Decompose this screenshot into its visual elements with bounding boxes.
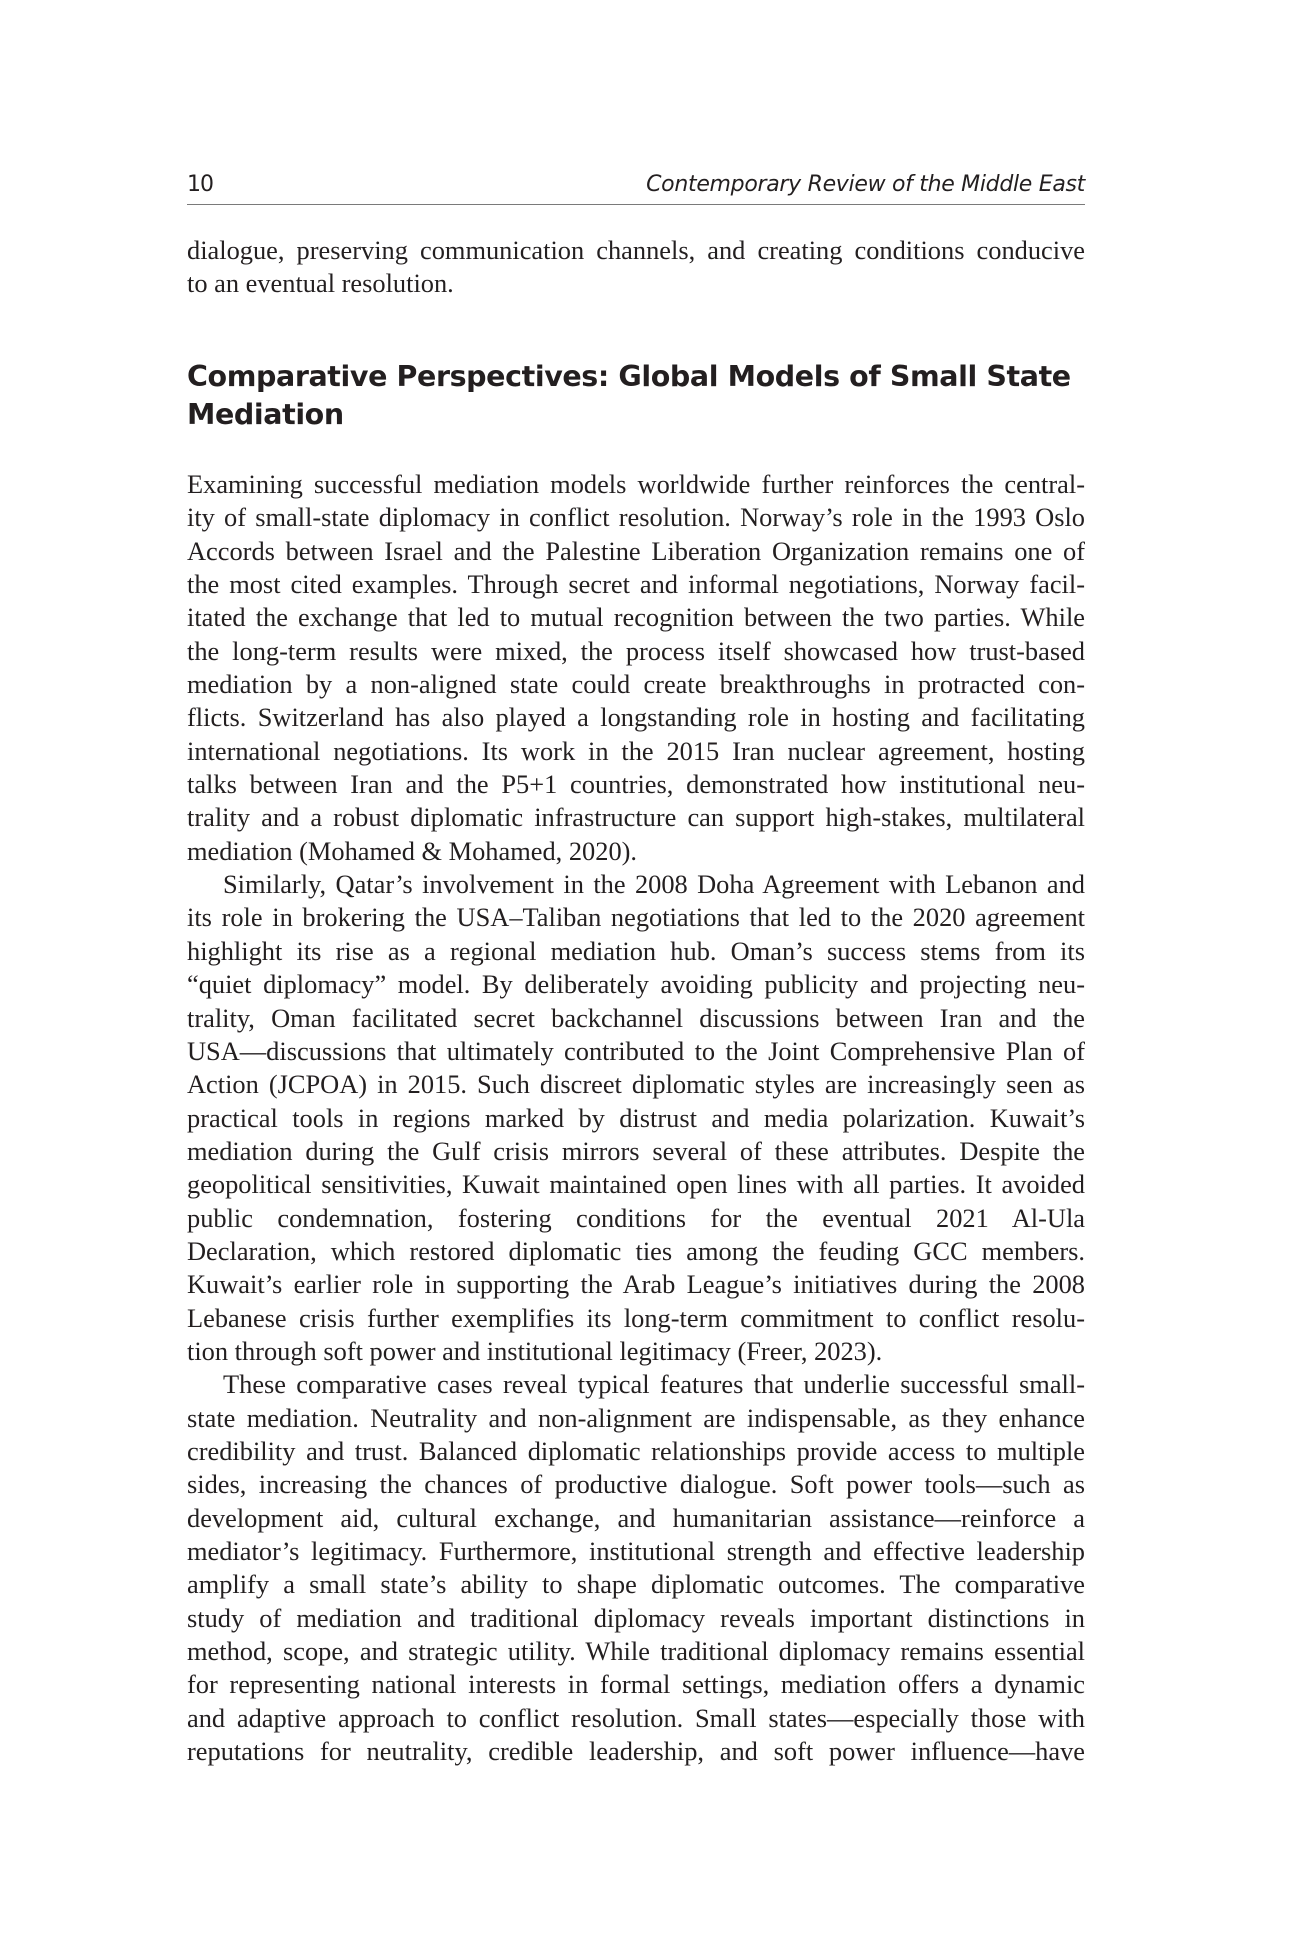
text-line: mediator’s legitimacy. Furthermore, institutional strength and effective leadership: [187, 1536, 1085, 1566]
text-line: ity of small-state diplomacy in conflict resolution. Norway’s role in the 1993 Oslo: [187, 502, 1085, 533]
text-line: the long-term results were mixed, the process itself showcased how trust-based: [187, 635, 1085, 666]
text-line: for representing national interests in formal settings, mediation offers a dynamic: [187, 1669, 1085, 1700]
text-line: practical tools in regions marked by distrust and media polarization. Kuwait’s: [187, 1102, 1085, 1133]
journal-title: Contemporary Review of the Middle East: [646, 172, 1085, 197]
text-line: trality and a robust diplomatic infrastructure can support high-stakes, multilateral: [187, 802, 1085, 833]
text-line: and adaptive approach to conflict resolution. Small states—especially those with: [187, 1702, 1085, 1733]
text-line: Action (JCPOA) in 2015. Such discreet diplomatic styles are increasingly seen as: [187, 1069, 1085, 1100]
text-line: sides, increasing the chances of productive dialogue. Soft power tools—such as: [187, 1469, 1085, 1500]
paragraph-oslo-switzerland: [187, 468, 1085, 868]
section-heading: [187, 358, 1085, 434]
intro-paragraph: [187, 234, 1085, 301]
text-line: to an eventual resolution.: [187, 268, 454, 299]
text-line: its role in brokering the USA–Taliban negotiations that led to the 2020 agreement: [187, 902, 1085, 933]
running-head: [187, 166, 1085, 205]
text-line: itated the exchange that led to mutual recognition between the two parties. While: [187, 602, 1085, 633]
text-line: state mediation. Neutrality and non-alignment are indispensable, as they enhance: [187, 1402, 1085, 1433]
text-line: mediation (Mohamed & Mohamed, 2020).: [187, 835, 638, 866]
text-line: Accords between Israel and the Palestine Liberation Organization remains one of: [187, 535, 1085, 566]
text-line: reputations for neutrality, credible leadership, and soft power influence—have: [187, 1736, 1085, 1767]
text-line: These comparative cases reveal typical features that underlie successful small-: [223, 1369, 1085, 1400]
heading-line: Comparative Perspectives: Global Models of Small State: [187, 360, 1071, 393]
text-line: the most cited examples. Through secret and informal negotiations, Norway facil-: [187, 569, 1085, 600]
text-line: geopolitical sensitivities, Kuwait maintained open lines with all parties. It avoided: [187, 1169, 1085, 1200]
text-line: Examining successful mediation models worldwide further reinforces the central-: [187, 469, 1085, 499]
text-line: Declaration, which restored diplomatic ties among the feuding GCC members.: [187, 1235, 1085, 1266]
text-line: study of mediation and traditional diplomacy reveals important distinctions in: [187, 1602, 1085, 1633]
text-line: flicts. Switzerland has also played a longstanding role in hosting and facilitating: [187, 702, 1085, 733]
page-number: 10: [187, 172, 213, 197]
text-line: highlight its rise as a regional mediation hub. Oman’s success stems from its: [187, 935, 1085, 966]
text-line: “quiet diplomacy” model. By deliberately avoiding publicity and projecting neu-: [187, 969, 1085, 1000]
heading-line: Mediation: [187, 398, 344, 431]
text-line: talks between Iran and the P5+1 countries, demonstrated how institutional neu-: [187, 769, 1085, 800]
text-line: public condemnation, fostering conditions for the eventual 2021 Al-Ula: [187, 1202, 1085, 1233]
text-line: Kuwait’s earlier role in supporting the Arab League’s initiatives during the 2008: [187, 1269, 1085, 1300]
text-line: credibility and trust. Balanced diplomatic relationships provide access to multiple: [187, 1435, 1085, 1466]
paragraph-comparative-features: [187, 1368, 1085, 1768]
text-line: method, scope, and strategic utility. While traditional diplomacy remains essential: [187, 1636, 1085, 1667]
text-line: Similarly, Qatar’s involvement in the 2008 Doha Agreement with Lebanon and: [223, 869, 1085, 900]
text-line: mediation by a non-aligned state could create breakthroughs in protracted con-: [187, 669, 1085, 700]
text-line: USA—discussions that ultimately contributed to the Joint Comprehensive Plan of: [187, 1035, 1085, 1066]
text-line: development aid, cultural exchange, and humanitarian assistance—reinforce a: [187, 1502, 1085, 1533]
text-line: trality, Oman facilitated secret backchannel discussions between Iran and the: [187, 1002, 1085, 1033]
text-line: Lebanese crisis further exemplifies its long-term commitment to conflict resolu-: [187, 1302, 1085, 1333]
paragraph-qatar-oman-kuwait: [187, 868, 1085, 1368]
text-line: international negotiations. Its work in the 2015 Iran nuclear agreement, hosting: [187, 735, 1085, 766]
text-line: mediation during the Gulf crisis mirrors several of these attributes. Despite the: [187, 1135, 1085, 1166]
text-line: dialogue, preserving communication channels, and creating conditions conducive: [187, 235, 1085, 265]
text-line: amplify a small state’s ability to shape diplomatic outcomes. The comparative: [187, 1569, 1085, 1600]
text-line: tion through soft power and institutional legitimacy (Freer, 2023).: [187, 1335, 883, 1366]
section-body: [187, 468, 1085, 1768]
